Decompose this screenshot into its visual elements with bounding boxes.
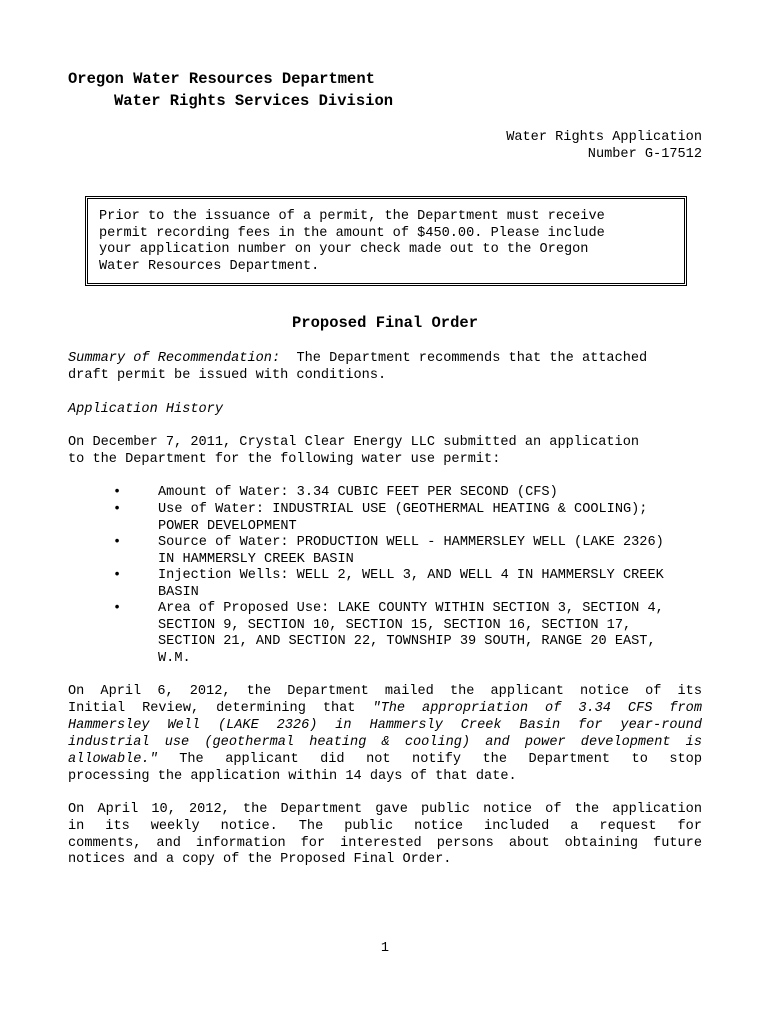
- bullet-icon: •: [113, 485, 122, 500]
- summary-text: The Department recommends that the attached: [296, 351, 648, 366]
- bullet-text: IN HAMMERSLY CREEK BASIN: [158, 551, 354, 567]
- notice-line: Water Resources Department.: [99, 259, 320, 275]
- notice-line: Prior to the issuance of a permit, the Department must receive: [99, 209, 605, 224]
- application-label: Water Rights Application: [506, 130, 702, 145]
- summary-line-2: draft permit be issued with conditions.: [68, 368, 387, 383]
- review-line: industrial use (geothermal heating & cooling) and power development is: [68, 735, 702, 750]
- bullet-text: Injection Wells: WELL 2, WELL 3, AND WELL 4 IN HAMMERSLY CREEK: [158, 568, 664, 583]
- bullet-text: Area of Proposed Use: LAKE COUNTY WITHIN SECTION 3, SECTION 4,: [158, 601, 664, 616]
- review-line: Hammersley Well (LAKE 2326) in Hammersly Creek Basin for year-round: [68, 718, 702, 733]
- review-line: Initial Review, determining that "The appropriation of 3.34 CFS from: [68, 701, 702, 716]
- bullet-text: SECTION 21, AND SECTION 22, TOWNSHIP 39 SOUTH, RANGE 20 EAST,: [158, 634, 656, 650]
- notice-para-line: notices and a copy of the Proposed Final Order.: [68, 852, 452, 867]
- bullet-text: BASIN: [158, 584, 199, 600]
- history-intro-line: to the Department for the following water use permit:: [68, 452, 501, 467]
- agency-name: Oregon Water Resources Department: [68, 70, 375, 88]
- bullet-text: POWER DEVELOPMENT: [158, 518, 297, 534]
- summary-label: Summary of Recommendation:: [68, 351, 281, 366]
- document-title: Proposed Final Order: [291, 314, 479, 332]
- page-number: 1: [380, 941, 390, 956]
- bullet-text: W.M.: [158, 651, 191, 667]
- division-name: Water Rights Services Division: [114, 92, 394, 110]
- fee-notice-box: [85, 196, 687, 286]
- review-line: allowable." The applicant did not notify the Department to stop: [68, 752, 702, 767]
- history-heading: Application History: [68, 402, 223, 417]
- notice-line: permit recording fees in the amount of $450.00. Please include: [99, 225, 605, 241]
- history-intro-line: On December 7, 2011, Crystal Clear Energy LLC submitted an application: [68, 435, 640, 450]
- review-line: processing the application within 14 days of that date.: [68, 769, 517, 784]
- bullet-icon: •: [113, 568, 122, 583]
- bullet-text: Amount of Water: 3.34 CUBIC FEET PER SECOND (CFS): [158, 485, 558, 500]
- bullet-icon: •: [113, 502, 122, 517]
- notice-para-line: On April 10, 2012, the Department gave public notice of the application: [68, 802, 702, 817]
- notice-para-line: in its weekly notice. The public notice included a request for: [68, 819, 702, 834]
- bullet-text: SECTION 9, SECTION 10, SECTION 15, SECTION 16, SECTION 17,: [158, 617, 632, 633]
- notice-line: your application number on your check made out to the Oregon: [99, 242, 589, 258]
- bullet-text: Use of Water: INDUSTRIAL USE (GEOTHERMAL HEATING & COOLING);: [158, 502, 648, 517]
- summary-line-1: [68, 351, 647, 368]
- bullet-icon: •: [113, 535, 122, 550]
- bullet-text: Source of Water: PRODUCTION WELL - HAMMERSLEY WELL (LAKE 2326): [158, 535, 664, 550]
- bullet-icon: •: [113, 601, 122, 616]
- notice-para-line: comments, and information for interested persons about obtaining future: [68, 836, 702, 851]
- application-number: Number G-17512: [587, 147, 702, 162]
- review-line: On April 6, 2012, the Department mailed the applicant notice of its: [68, 684, 702, 699]
